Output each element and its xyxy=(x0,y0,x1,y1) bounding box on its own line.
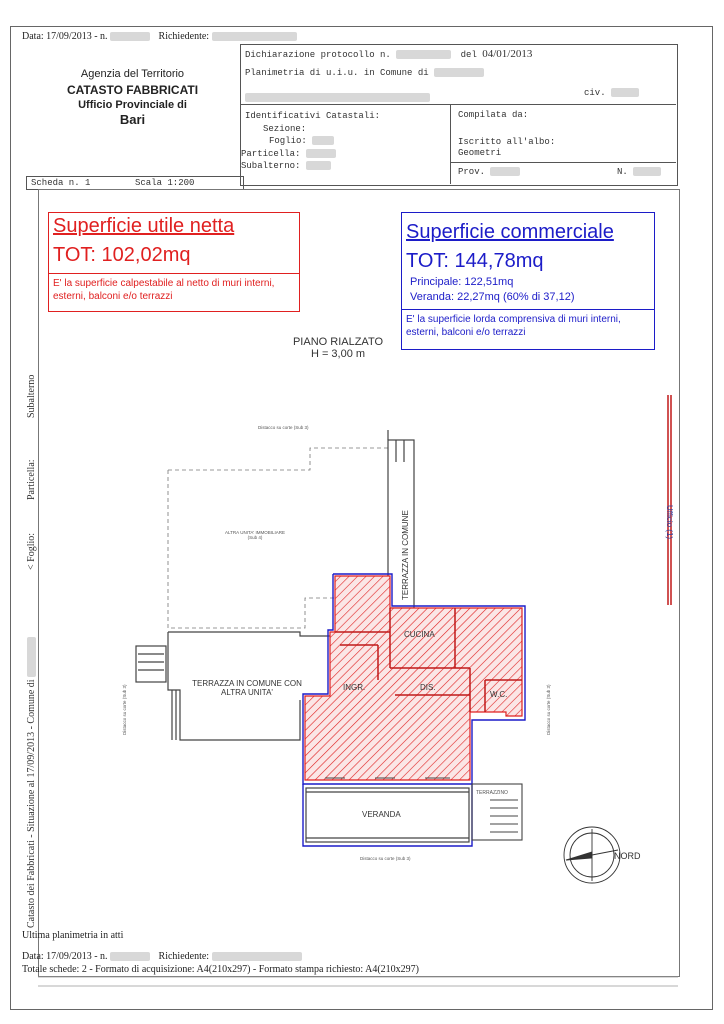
agency-name: Agenzia del Territorio xyxy=(80,68,185,80)
nord-text: NORD xyxy=(614,851,641,861)
distacco-bottom-text: Distacco su corte (Sub 3) xyxy=(360,856,411,861)
label-right-margin xyxy=(665,505,674,539)
distacco-top-text: Distacco su corte (Sub 3) xyxy=(258,425,309,430)
margin-ticks xyxy=(38,977,678,986)
identificativi-title: Identificativi Catastali: xyxy=(245,111,381,121)
del-label: del xyxy=(460,50,477,60)
side-text-subalterno xyxy=(26,375,37,418)
north-compass-icon xyxy=(564,827,620,883)
superficie-commerciale-title: Superficie commerciale xyxy=(406,221,614,243)
superficie-utile-title: Superficie utile netta xyxy=(53,215,235,237)
superficie-utile-total: TOT: 102,02mq xyxy=(53,244,191,266)
agency-catasto: CATASTO FABBRICATI xyxy=(66,83,199,97)
label-terrazzino xyxy=(476,790,508,796)
footer-totale: Totale schede: 2 - Formato di acquisizione: A4(210x297) - Formato stampa richiesto: A4(210x297) xyxy=(22,964,419,975)
n-label: N. xyxy=(617,167,628,177)
distacco-right-text: Distacco su corte (Sub 3) xyxy=(546,684,551,735)
compilata-title: Compilata da: xyxy=(458,110,529,120)
terrazza-altra-text: TERRAZZA IN COMUNE CON ALTRA UNITA' xyxy=(192,679,302,697)
redacted-side-comune xyxy=(27,637,36,677)
particella-label: Particella: xyxy=(241,148,301,159)
side-foglio-text: < Foglio: xyxy=(26,532,37,570)
terrazzino-text: TERRAZZINO xyxy=(476,790,508,796)
superficie-commerciale-total: TOT: 144,78mq xyxy=(406,250,544,272)
scheda-label: Scheda n. 1 xyxy=(31,178,91,188)
redacted-footer-richiedente xyxy=(212,952,302,961)
side-text-comune xyxy=(26,637,37,928)
label-distacco-top xyxy=(258,425,309,430)
protocollo-label: Dichiarazione protocollo n. xyxy=(245,50,391,60)
piano-label: PIANO RIALZATO xyxy=(292,336,384,348)
altra-unita-sub-text: (Sub 4) xyxy=(247,535,263,540)
footer-ultima: Ultima planimetria in atti xyxy=(22,930,124,941)
subalterno-label: Subalterno: xyxy=(241,161,301,171)
terrazza-comune-text: TERRAZZA IN COMUNE xyxy=(401,510,410,600)
footer-richiedente-label: Richiedente: xyxy=(158,951,210,962)
civ-label: civ. xyxy=(584,88,606,98)
cucina-text: CUCINA xyxy=(404,630,435,639)
agency-ufficio: Ufficio Provinciale di xyxy=(78,99,187,111)
right-margin-marker xyxy=(668,395,671,605)
ingr-text: INGR. xyxy=(343,683,366,692)
distacco-left-text: Distacco su corte (Sub 3) xyxy=(122,684,127,735)
sezione-label: Sezione: xyxy=(263,123,307,134)
scala-label: Scala 1:200 xyxy=(135,178,195,188)
side-subalterno-text: Subalterno xyxy=(26,374,37,418)
superficie-commerciale-veranda: Veranda: 22,27mq (60% di 37,12) xyxy=(410,291,575,303)
prov-label: Prov. xyxy=(458,167,486,177)
superficie-commerciale-description: E' la superficie lorda comprensiva di muri interni, esterni, balconi e/o terrazzi xyxy=(406,314,621,338)
label-veranda xyxy=(362,810,401,819)
label-wc xyxy=(490,690,507,699)
label-nord xyxy=(614,851,641,861)
label-dis xyxy=(420,683,436,692)
wc-text: W.C. xyxy=(490,690,508,699)
redacted-footer-number xyxy=(110,952,150,961)
agency-city: Bari xyxy=(119,112,146,127)
dis-text: DIS. xyxy=(420,683,436,692)
header-data-label: Data: 17/09/2013 - n. xyxy=(22,31,108,42)
altezza-label: H = 3,00 m xyxy=(310,348,366,360)
veranda-text: VERANDA xyxy=(362,810,401,819)
planimetria-label: Planimetria di u.i.u. in Comune di xyxy=(245,68,429,78)
label-distacco-left xyxy=(122,684,127,735)
label-cucina xyxy=(404,630,435,639)
side-comune-text: Catasto dei Fabbricati - Situazione al 17/09/2013 - Comune di xyxy=(26,679,37,928)
label-distacco-bottom xyxy=(360,856,411,861)
side-text-particella xyxy=(26,459,37,500)
label-ingr xyxy=(343,683,365,692)
label-distacco-right xyxy=(546,684,551,735)
footer-data-line xyxy=(22,951,302,962)
side-particella-text: Particella: xyxy=(26,459,37,500)
albo-value: Geometri xyxy=(458,148,502,158)
label-altra-unita xyxy=(215,530,295,540)
superficie-utile-description: E' la superficie calpestabile al netto di muri interni, esterni, balconi e/o terrazzi xyxy=(53,278,275,302)
label-terrazza-comune-vertical xyxy=(401,510,410,600)
superficie-commerciale-principale: Principale: 122,51mq xyxy=(410,276,514,288)
altra-unita-text: ALTRA UNITA' IMMOBILIARE xyxy=(225,530,285,535)
footer-data-label: Data: 17/09/2013 - n. xyxy=(22,951,108,962)
header-richiedente-label: Richiedente: xyxy=(158,31,210,42)
iscritto-label: Iscritto all'albo: xyxy=(458,137,556,147)
foglio-label: Foglio: xyxy=(269,136,307,146)
right-margin-text: Ufficio (1) xyxy=(665,505,674,540)
label-terrazza-altra xyxy=(192,679,302,697)
del-date: 04/01/2013 xyxy=(482,48,533,60)
side-text-foglio xyxy=(26,533,37,570)
